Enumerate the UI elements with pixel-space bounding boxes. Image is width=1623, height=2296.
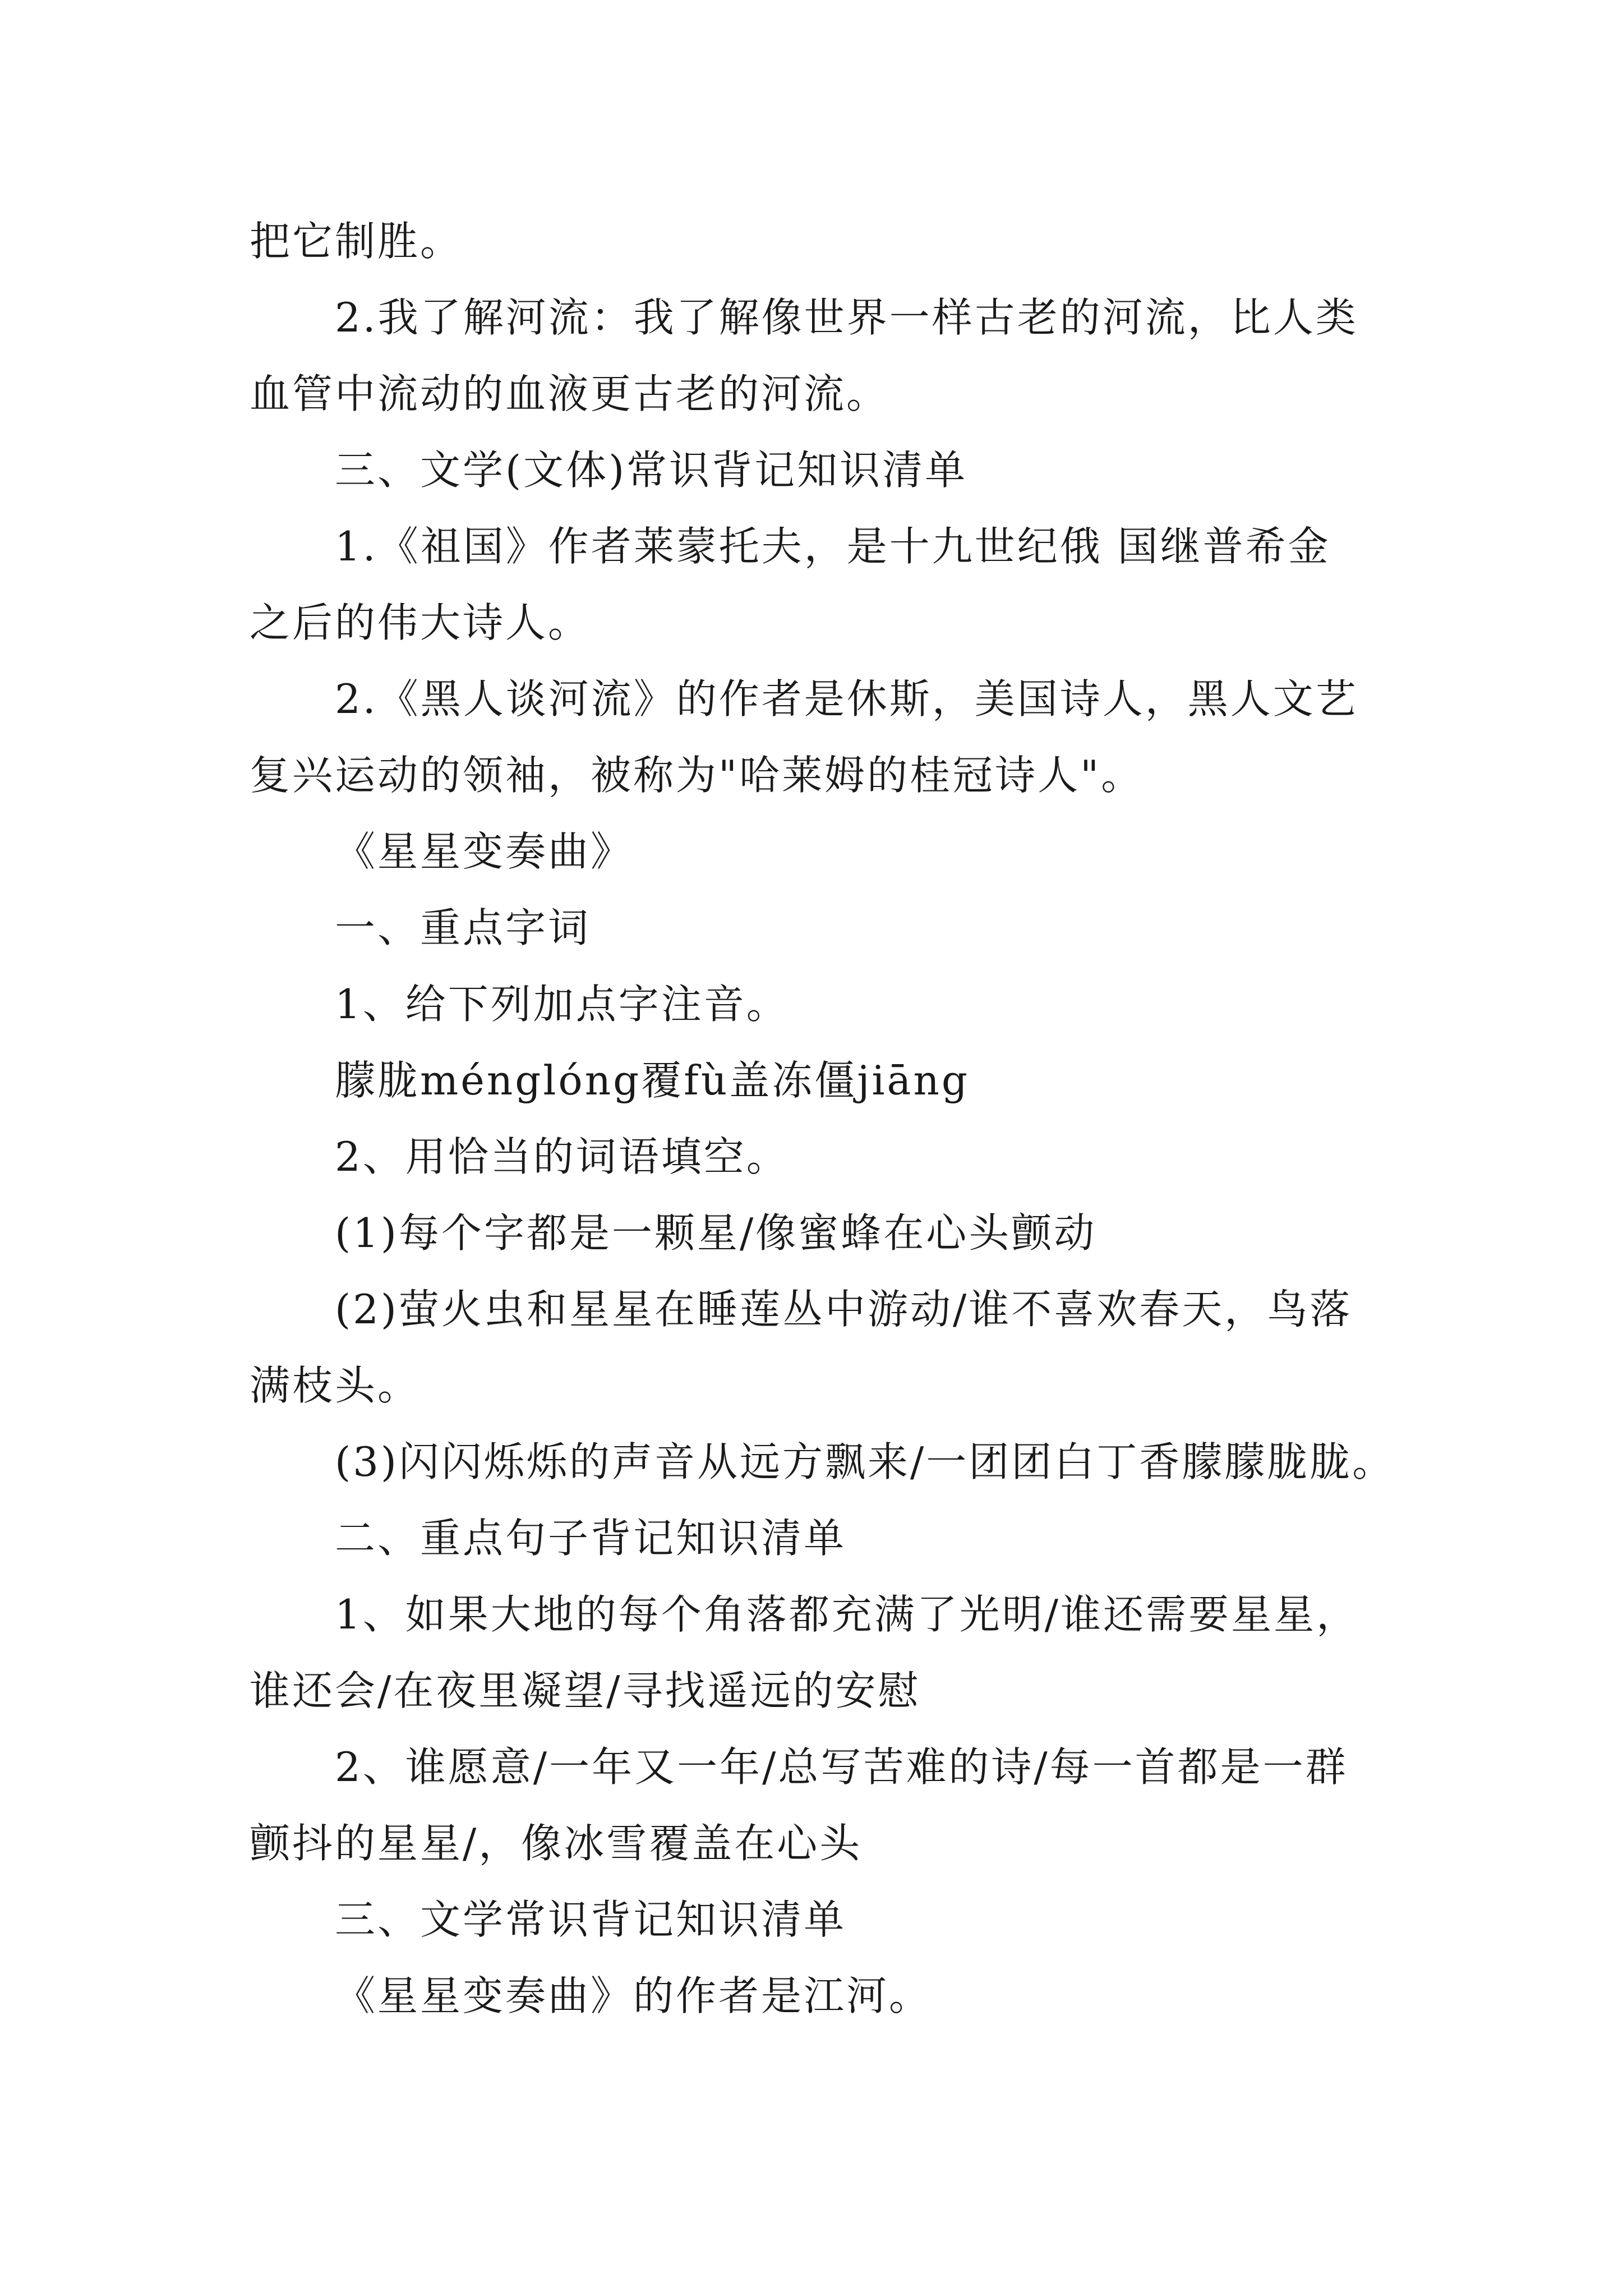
lesson-title: 《星星变奏曲》 [335, 828, 634, 875]
text-line: 2、谁愿意/一年又一年/总写苦难的诗/每一首都是一群 [335, 1743, 1348, 1791]
document-body [250, 203, 1394, 2034]
section-heading: 二、重点句子背记知识清单 [335, 1515, 847, 1562]
text-line: 1、如果大地的每个角落都充满了光明/谁还需要星星， [335, 1591, 1359, 1638]
text-line: 2.我了解河流：我了解像世界一样古老的河流，比人类 [335, 294, 1358, 341]
text-line: 《星星变奏曲》的作者是江河。 [335, 1972, 932, 2019]
text-line: (3)闪闪烁烁的声音从远方飘来/一团团白丁香朦朦胧胧。 [335, 1438, 1395, 1485]
text-line: 把它制胜。 [250, 218, 463, 265]
text-line: 2、用恰当的词语填空。 [335, 1133, 789, 1180]
text-line: 2.《黑人谈河流》的作者是休斯，美国诗人，黑人文艺 [335, 675, 1358, 723]
text-line: 朦胧ménglóng覆fù盖冻僵jiāng [335, 1057, 970, 1104]
text-line: 1、给下列加点字注音。 [335, 981, 789, 1028]
text-line: 复兴运动的领袖，被称为"哈莱姆的桂冠诗人"。 [250, 752, 1144, 799]
text-line: 谁还会/在夜里凝望/寻找遥远的安慰 [250, 1667, 921, 1714]
text-line: 满枝头。 [250, 1362, 421, 1409]
section-heading: 三、文学常识背记知识清单 [335, 1896, 847, 1943]
text-line: 颤抖的星星/，像冰雪覆盖在心头 [250, 1820, 863, 1867]
text-line: 1.《祖国》作者莱蒙托夫，是十九世纪俄 国继普希金 [335, 523, 1331, 570]
text-line: 之后的伟大诗人。 [250, 599, 591, 646]
text-line: (1)每个字都是一颗星/像蜜蜂在心头颤动 [335, 1209, 1097, 1257]
section-heading: 三、文学(文体)常识背记知识清单 [335, 447, 968, 494]
text-line: 血管中流动的血液更古老的河流。 [250, 370, 889, 417]
text-line: (2)萤火虫和星星在睡莲丛中游动/谁不喜欢春天，鸟落 [335, 1286, 1353, 1333]
section-heading: 一、重点字词 [335, 904, 591, 951]
